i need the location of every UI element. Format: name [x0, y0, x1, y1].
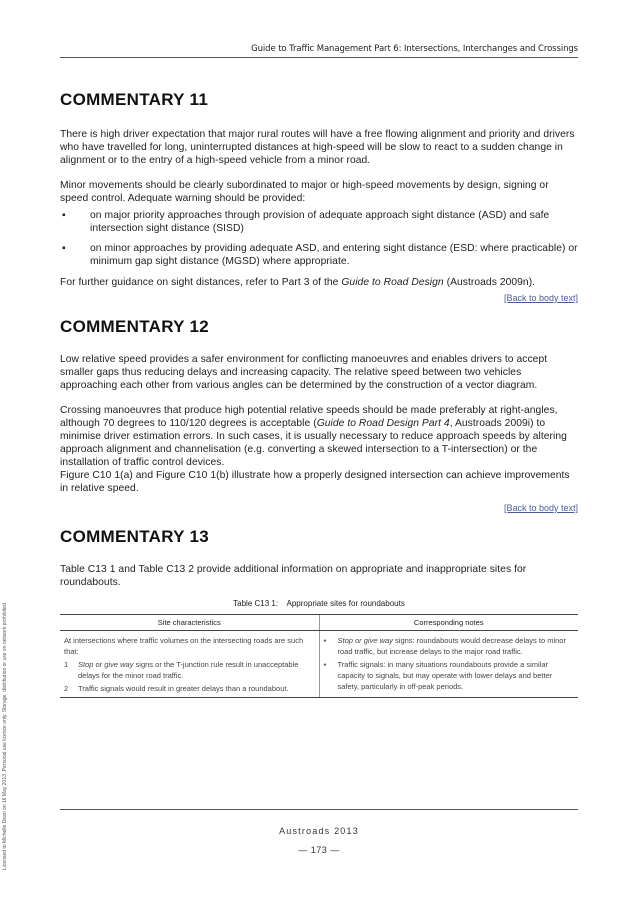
- footer-page-number: — 173 —: [298, 845, 340, 855]
- c11-paragraph-1: There is high driver expectation that major rural routes will have a free flowing alignment and priority and drivers who have travelled for long, uninterrupted distances at high-speed will be slow to react to a sudden change in alignment or to the entry of a high-speed vehicle from a minor road.: [60, 129, 575, 166]
- c12-p2-italic: Guide to Road Design Part 4: [316, 418, 450, 429]
- roundabout-sites-table: [60, 614, 578, 698]
- c11-bullet-2: [60, 242, 578, 268]
- left-1-italic-2: give way: [104, 660, 134, 669]
- commentary-13-heading: COMMENTARY 13: [60, 527, 210, 546]
- c11-bullet-1: [60, 209, 578, 235]
- table-caption: Table C13 1: Appropriate sites for roundabouts: [233, 599, 405, 608]
- right-2-text: Traffic signals: in many situations roundabouts provide a similar capacity to signals, but may operate with lower delays and better safety, particularly in off-peak periods.: [337, 660, 553, 691]
- right-item-1: [324, 635, 575, 657]
- bullet-marker: ▪: [62, 210, 66, 221]
- commentary-11-heading: COMMENTARY 11: [60, 90, 209, 109]
- c12-p2-post: , Austroads 2009i) to minimise driver estimation errors. In such cases, it is usually necessary to reduce approach speeds by altering approach alignment and channelisation (e.g. converting a skewed intersection to a T-intersection) or the installation of traffic control devices.: [60, 418, 567, 468]
- c11-p3-post: (Austroads 2009n).: [443, 277, 536, 288]
- c12-paragraph-3: Figure C10 1(a) and Figure C10 1(b) illustrate how a properly designed intersection can achieve improvements in relative speed.: [60, 470, 570, 494]
- left-1-mid: or: [93, 660, 105, 669]
- licence-side-note: Licensed to Michelle Dean on 16 May 2013. Personal use licence only. Storage, distribution or use on network prohibited.: [2, 601, 8, 870]
- col-corresponding-notes: Corresponding notes: [319, 615, 578, 631]
- right-1-post: signs: roundabouts would decrease delays to minor road traffic, but increase delays to the major road traffic.: [337, 636, 566, 656]
- right-item-2: [324, 659, 575, 692]
- footer-divider: [60, 809, 578, 810]
- c12-paragraph-1: Low relative speed provides a safer environment for conflicting manoeuvres and enables drivers to accept smaller gaps thus reducing delays and increasing capacity. The relative speed between two vehicles approaching each other from various angles can be determined by the construction of a vector diagram.: [60, 354, 548, 391]
- table-header-row: [60, 615, 578, 631]
- commentary-12-heading: COMMENTARY 12: [60, 317, 210, 336]
- c11-bullet-1-text: on major priority approaches through provision of adequate approach sight distance (ASD) and safe intersection sight distance (SISD): [90, 210, 550, 234]
- footer-org: Austroads 2013: [279, 826, 359, 836]
- running-header: Guide to Traffic Management Part 6: Intersections, Interchanges and Crossings: [60, 44, 578, 58]
- c12-back-link[interactable]: [Back to body text]: [503, 503, 578, 513]
- c12-p2-pre: Crossing manoeuvres that produce high potential relative speeds should be made preferably at right-angles, although 70 degrees to 110/120 degrees is acceptable (: [60, 405, 558, 429]
- left-1-post: signs or the T-junction rule result in unacceptable delays for the minor road traffic.: [78, 660, 299, 680]
- c11-p3-italic: Guide to Road Design: [341, 277, 444, 288]
- left-item-1: [64, 659, 315, 681]
- c11-paragraph-3: [60, 276, 578, 289]
- bullet-marker: ▪: [62, 243, 66, 254]
- table-row: [60, 631, 578, 698]
- c11-p3-pre: For further guidance on sight distances, refer to Part 3 of the: [60, 277, 342, 288]
- left-item-2: [64, 683, 315, 694]
- item-number: 2: [64, 684, 69, 693]
- c11-paragraph-2: Minor movements should be clearly subordinated to major or high-speed movements by design, signing or speed control. Adequate warning should be provided:: [60, 180, 549, 204]
- col-site-characteristics: Site characteristics: [60, 615, 319, 631]
- bullet-marker: ▪: [323, 636, 327, 645]
- c13-paragraph-1: Table C13 1 and Table C13 2 provide additional information on appropriate and inappropriate sites for roundabouts.: [60, 564, 527, 588]
- left-2-text: Traffic signals would result in greater delays than a roundabout.: [78, 684, 289, 693]
- corresponding-notes-cell: [319, 631, 578, 698]
- item-number: 1: [64, 660, 69, 669]
- c11-bullet-2-text: on minor approaches by providing adequate ASD, and entering sight distance (ESD: where practicable) or minimum gap sight distance (MGSD) where appropriate.: [90, 243, 578, 267]
- right-1-italic: Stop or give way: [337, 636, 393, 645]
- c11-back-link[interactable]: [Back to body text]: [503, 293, 578, 303]
- c11-bullet-list: [60, 209, 578, 268]
- page-content: [60, 90, 578, 698]
- c12-paragraph-2: [60, 404, 578, 469]
- bullet-marker: ▪: [323, 660, 327, 669]
- left-1-italic: Stop: [78, 660, 94, 669]
- left-intro: At intersections where traffic volumes on the intersecting roads are such that:: [64, 636, 304, 656]
- site-characteristics-cell: [60, 631, 319, 698]
